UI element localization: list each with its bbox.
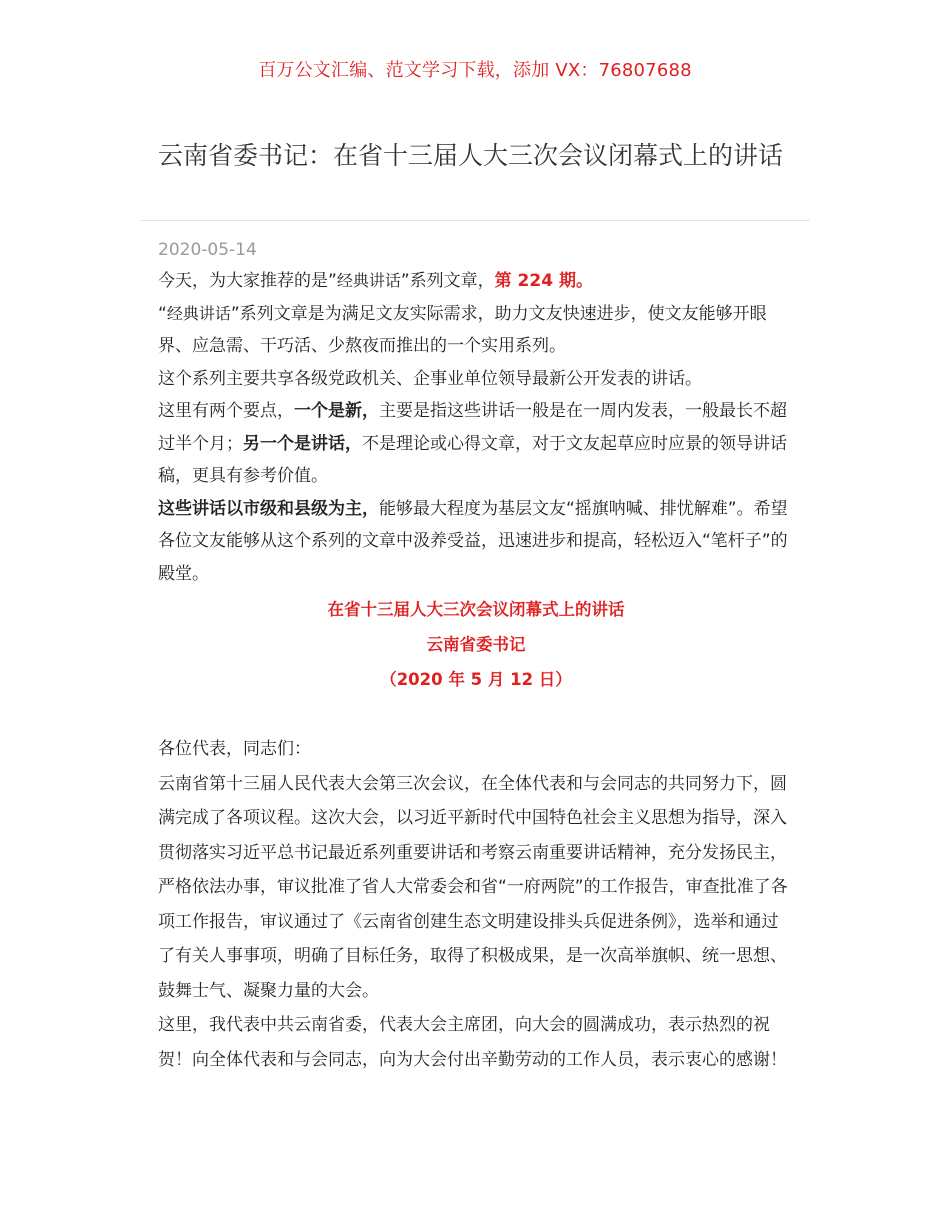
intro-paragraph-5	[158, 493, 794, 591]
series-name: 经典讲话	[336, 271, 401, 290]
speech-heading	[158, 592, 794, 697]
focus-statement: 这些讲话以市级和县级为主，	[158, 498, 379, 519]
speech-speaker: 云南省委书记	[426, 635, 526, 654]
intro-text: 今天，为大家推荐的是”	[158, 271, 337, 291]
speech-paragraph-1: 云南省第十三届人民代表大会第三次会议，在全体代表和与会同志的共同努力下，圆满完成了各项议程。这次大会，以习近平新时代中国特色社会主义思想为指导，深入贯彻落实习近平总书记最近系列重要讲话和考察云南重要讲话精神，充分发扬民主，严格依法办事，审议批准了省人大常委会和省“一府两院”的工作报告，审查批准了各项工作报告，审议通过了《云南省创建生态文明建设排头兵促进条例》，选举和通过了有关人事事项，明确了目标任务，取得了积极成果，是一次高举旗帜、统一思想、鼓舞士气、凝聚力量的大会。	[158, 773, 788, 1001]
intro-text: 主要是指这些讲话一般是在一周内发表，一般最长不超过半个月；	[158, 401, 787, 454]
speech-date: （2020 年 5 月 12 日）	[380, 670, 572, 689]
spacer	[158, 697, 794, 732]
intro-paragraph-3: 这个系列主要共享各级党政机关、企事业单位领导最新公开发表的讲话。	[158, 368, 702, 389]
intro-text: “	[158, 303, 167, 324]
article-title: 云南省委书记：在省十三届人大三次会议闭幕式上的讲话	[158, 141, 784, 170]
intro-text: 这里有两个要点，	[158, 401, 294, 421]
issue-number: 第 224 期。	[494, 271, 593, 291]
intro-text: ”系列文章是为满足文友实际需求，助力文友快速进步，使文友能够开眼界、应急需、干巧活、少熬夜而推出的一个实用系列。	[158, 303, 767, 356]
series-name: 经典讲话	[166, 303, 231, 323]
intro-text: 不是理论或心得文章，对于文友起草应时应景的领导讲话稿，更具有参考价值。	[158, 433, 787, 486]
key-point-2: 另一个是讲话，	[243, 433, 362, 454]
intro-paragraph-2	[158, 298, 794, 363]
speech-title: 在省十三届人大三次会议闭幕式上的讲话	[327, 600, 625, 619]
intro-text: 能够最大程度为基层文友“摇旗呐喊、排忧解难”。希望各位文友能够从这个系列的文章中汲养受益，迅速进步和提高，轻松迈入“笔杆子”的殿堂。	[158, 498, 788, 584]
speech-body	[158, 732, 794, 1077]
intro-paragraph-4	[158, 395, 794, 493]
intro-text: ”系列文章，	[400, 271, 495, 291]
intro-paragraph-1	[158, 265, 794, 298]
speech-salutation: 各位代表，同志们：	[158, 739, 311, 759]
title-divider	[140, 220, 810, 221]
promo-banner: 百万公文汇编、范文学习下载，添加 VX：76807688	[258, 60, 692, 81]
key-point-1: 一个是新，	[294, 401, 379, 421]
article-date: 2020-05-14	[158, 240, 257, 260]
article-body	[158, 265, 794, 1077]
speech-paragraph-2: 这里，我代表中共云南省委，代表大会主席团，向大会的圆满成功，表示热烈的祝贺！向全体代表和与会同志，向为大会付出辛勤劳动的工作人员，表示衷心的感谢！	[158, 1015, 787, 1070]
